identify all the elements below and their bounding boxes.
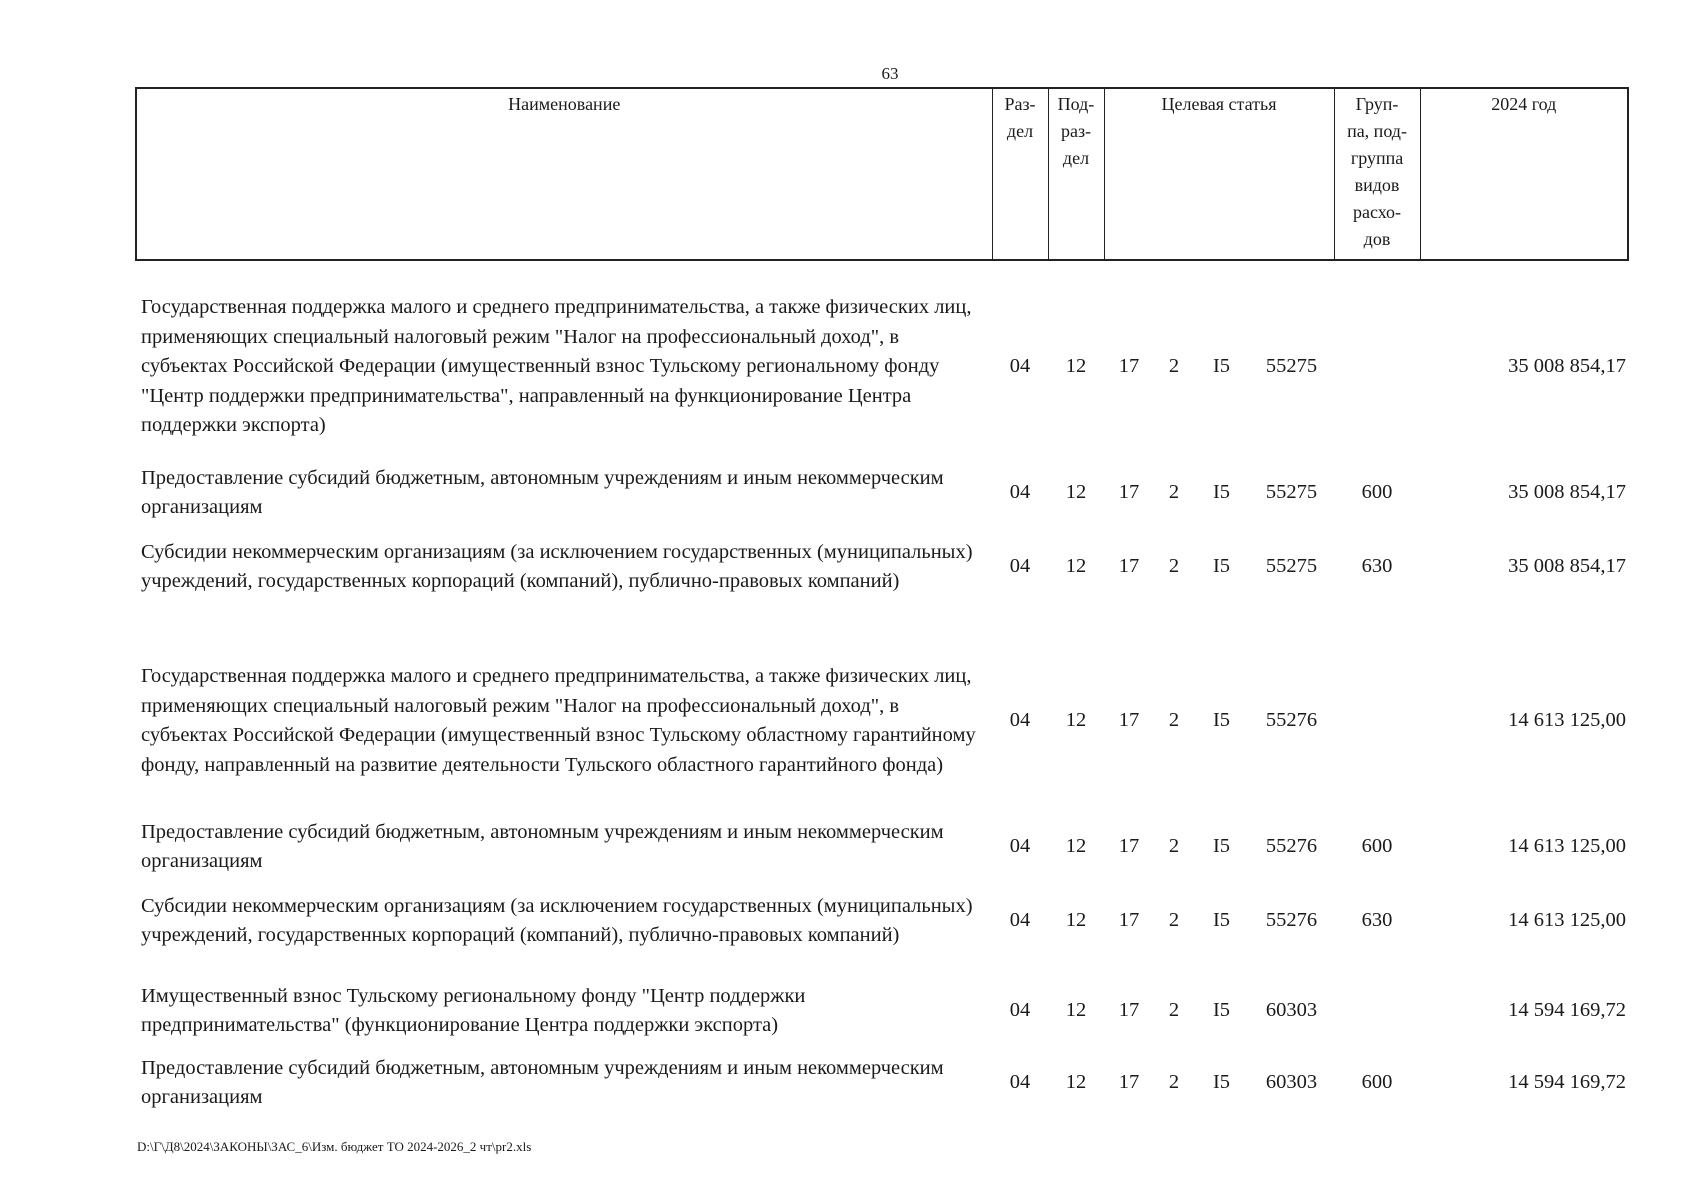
- row-podrazdel: 12: [1065, 481, 1087, 504]
- row-razdel: 04: [1009, 555, 1031, 578]
- row-name: Субсидии некоммерческим организациям (за исключением государственных (муниципальных) учреждений, государственных корпораций (компаний), публично-правовых компаний): [141, 540, 973, 592]
- row-amount: 14 594 169,72: [1508, 1071, 1627, 1094]
- row-amount: 35 008 854,17: [1508, 481, 1627, 504]
- row-target-direction: 55275: [1265, 555, 1318, 578]
- row-amount: 14 594 169,72: [1508, 999, 1627, 1022]
- row-podrazdel: 12: [1065, 555, 1087, 578]
- header-target-label: Целевая статья: [1161, 94, 1277, 114]
- row-target-direction: 55276: [1265, 835, 1318, 858]
- row-target-program: 17: [1118, 555, 1140, 578]
- row-target-project: I5: [1212, 355, 1231, 378]
- table-row: [136, 463, 1628, 523]
- row-razdel: 04: [1009, 835, 1031, 858]
- header-razdel: [992, 88, 1048, 260]
- row-podrazdel: 12: [1065, 999, 1087, 1022]
- row-name: Государственная поддержка малого и среднего предпринимательства, а также физических лиц, применяющих специальный налоговый режим "Налог на профессиональный доход", в субъектах Российской Федерации (имущественный взнос Тульскому областному гарантийному фонду, направленный на развитие деятельности Тульского областного гарантийного фонда): [141, 665, 976, 776]
- row-target-direction: 55276: [1265, 909, 1318, 932]
- row-group: 600: [1361, 481, 1393, 504]
- row-name: Субсидии некоммерческим организациям (за исключением государственных (муниципальных) учреждений, государственных корпораций (компаний), публично-правовых компаний): [141, 894, 973, 946]
- row-podrazdel: 12: [1065, 709, 1087, 732]
- row-target-program: 17: [1118, 909, 1140, 932]
- row-target-subprogram: 2: [1168, 835, 1180, 858]
- header-name: [136, 88, 992, 260]
- row-target-program: 17: [1118, 709, 1140, 732]
- table-row: [136, 817, 1628, 877]
- row-group: [1334, 279, 1420, 455]
- row-name: Предоставление субсидий бюджетным, автономным учреждениям и иным некоммерческим организациям: [141, 466, 944, 518]
- row-name: Имущественный взнос Тульскому региональному фонду "Центр поддержки предпринимательства" (функционирование Центра поддержки экспорта): [141, 984, 806, 1036]
- footer-file-path: D:\Г\Д8\2024\ЗАКОНЫ\ЗАС_6\Изм. бюджет ТО 2024-2026_2 чт\pr2.xls: [137, 1139, 532, 1154]
- row-group: 600: [1361, 835, 1393, 858]
- row-target-project: I5: [1212, 481, 1231, 504]
- row-target-project: I5: [1212, 1071, 1231, 1094]
- row-razdel: 04: [1009, 999, 1031, 1022]
- row-podrazdel: 12: [1065, 1071, 1087, 1094]
- row-name: Государственная поддержка малого и среднего предпринимательства, а также физических лиц, применяющих специальный налоговый режим "Налог на профессиональный доход", в субъектах Российской Федерации (имущественный взнос Тульскому региональному фонду "Центр поддержки предпринимательства", направленный на функционирование Центра поддержки экспорта): [141, 296, 972, 437]
- row-target-subprogram: 2: [1168, 1071, 1180, 1094]
- row-target-subprogram: 2: [1168, 999, 1180, 1022]
- budget-table: [135, 87, 1629, 1113]
- row-razdel: 04: [1009, 481, 1031, 504]
- row-group: 600: [1361, 1071, 1393, 1094]
- page-number: 63: [881, 64, 899, 83]
- row-target-subprogram: 2: [1168, 555, 1180, 578]
- row-amount: 14 613 125,00: [1508, 909, 1627, 932]
- row-amount: 14 613 125,00: [1508, 835, 1627, 858]
- header-group-label: Груп- па, под- группа видов расхо- дов: [1347, 94, 1407, 249]
- header-podrazdel-label: Под- раз- дел: [1057, 94, 1095, 168]
- row-razdel: 04: [1009, 909, 1031, 932]
- row-target-program: 17: [1118, 835, 1140, 858]
- header-year-label: 2024 год: [1491, 94, 1557, 114]
- row-target-direction: 55275: [1265, 355, 1318, 378]
- row-target-subprogram: 2: [1168, 355, 1180, 378]
- row-target-subprogram: 2: [1168, 481, 1180, 504]
- table-row: [136, 279, 1628, 455]
- row-razdel: 04: [1009, 709, 1031, 732]
- table-row: [136, 877, 1628, 965]
- table-row: [136, 981, 1628, 1041]
- row-target-subprogram: 2: [1168, 909, 1180, 932]
- row-target-project: I5: [1212, 835, 1231, 858]
- row-target-direction: 60303: [1265, 1071, 1318, 1094]
- table-header: [136, 88, 1628, 260]
- row-podrazdel: 12: [1065, 909, 1087, 932]
- row-target-project: I5: [1212, 555, 1231, 578]
- row-group: 630: [1361, 909, 1393, 932]
- row-target-project: I5: [1212, 709, 1231, 732]
- table-row: [136, 1053, 1628, 1113]
- table-row: [136, 633, 1628, 809]
- row-group: 630: [1361, 555, 1393, 578]
- row-target-direction: 60303: [1265, 999, 1318, 1022]
- row-group: [1334, 981, 1420, 1041]
- table-body: [136, 260, 1628, 1113]
- row-target-program: 17: [1118, 481, 1140, 504]
- header-group: [1334, 88, 1420, 260]
- header-name-label: Наименование: [508, 94, 621, 114]
- row-target-direction: 55275: [1265, 481, 1318, 504]
- row-name: Предоставление субсидий бюджетным, автономным учреждениям и иным некоммерческим организациям: [141, 820, 944, 872]
- row-target-program: 17: [1118, 1071, 1140, 1094]
- row-podrazdel: 12: [1065, 835, 1087, 858]
- row-target-subprogram: 2: [1168, 709, 1180, 732]
- row-name: Предоставление субсидий бюджетным, автономным учреждениям и иным некоммерческим организациям: [141, 1056, 944, 1108]
- row-target-program: 17: [1118, 999, 1140, 1022]
- row-razdel: 04: [1009, 355, 1031, 378]
- header-target: [1104, 88, 1334, 260]
- row-podrazdel: 12: [1065, 355, 1087, 378]
- row-razdel: 04: [1009, 1071, 1031, 1094]
- row-target-project: I5: [1212, 909, 1231, 932]
- header-podrazdel: [1048, 88, 1104, 260]
- header-razdel-label: Раз- дел: [1004, 94, 1036, 141]
- table-row: [136, 523, 1628, 611]
- row-group: [1334, 633, 1420, 809]
- row-amount: 35 008 854,17: [1508, 555, 1627, 578]
- row-target-direction: 55276: [1265, 709, 1318, 732]
- row-target-program: 17: [1118, 355, 1140, 378]
- header-year: [1420, 88, 1628, 260]
- row-amount: 35 008 854,17: [1508, 355, 1627, 378]
- row-target-project: I5: [1212, 999, 1231, 1022]
- row-amount: 14 613 125,00: [1508, 709, 1627, 732]
